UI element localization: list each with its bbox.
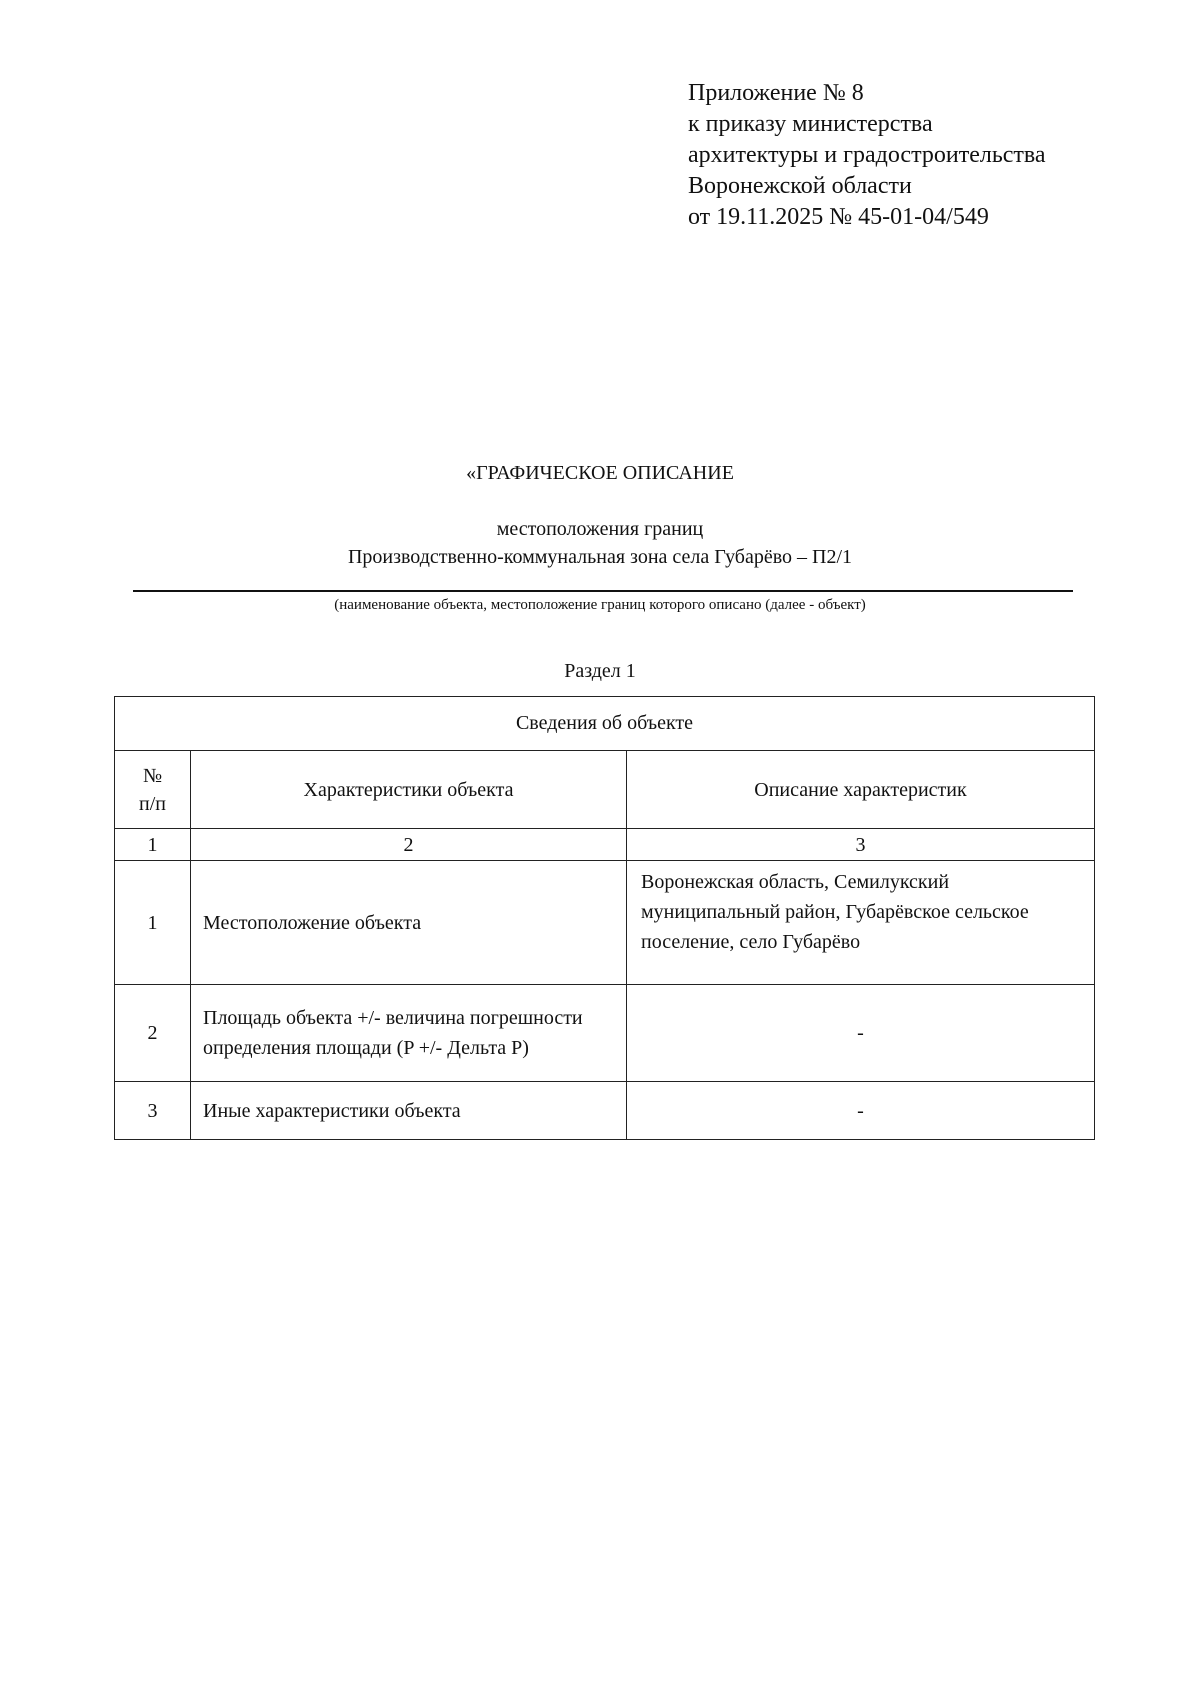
table-caption-row	[115, 697, 1095, 751]
document-title: «ГРАФИЧЕСКОЕ ОПИСАНИЕ	[466, 462, 734, 484]
column-index: 3	[627, 829, 1095, 861]
section-label: Раздел 1	[564, 660, 636, 682]
row-number: 3	[115, 1082, 191, 1140]
table-row	[115, 985, 1095, 1082]
row-number: 2	[115, 985, 191, 1082]
title-underline	[133, 590, 1073, 592]
header-num-line1: №	[142, 764, 163, 787]
title-caption: (наименование объекта, местоположение границ которого описано (далее - объект)	[334, 597, 866, 613]
column-index: 1	[115, 829, 191, 861]
row-description: -	[627, 1082, 1095, 1140]
header-num-line2: п/п	[139, 792, 166, 815]
column-index-row	[115, 829, 1095, 861]
document-subtitle-line2: Производственно-коммунальная зона села Губарёво – П2/1	[347, 546, 853, 568]
row-characteristic: Иные характеристики объекта	[191, 1082, 627, 1140]
column-index: 2	[191, 829, 627, 861]
appendix-line: архитектуры и градостроительства	[688, 142, 1046, 168]
header-num	[115, 751, 191, 829]
table-caption: Сведения об объекте	[115, 697, 1095, 751]
table-row	[115, 1082, 1095, 1140]
table-header-row	[115, 751, 1095, 829]
appendix-line: Воронежской области	[688, 173, 912, 199]
object-info-table	[114, 696, 1095, 1140]
table-row	[115, 861, 1095, 985]
row-characteristic: Площадь объекта +/- величина погрешности определения площади (P +/- Дельта P)	[191, 985, 627, 1082]
row-description: Воронежская область, Семилукский муниципальный район, Губарёвское сельское поселение, село Губарёво	[627, 861, 1095, 985]
header-characteristics: Характеристики объекта	[191, 751, 627, 829]
header-description: Описание характеристик	[627, 751, 1095, 829]
row-number: 1	[115, 861, 191, 985]
appendix-line: к приказу министерства	[688, 111, 933, 137]
appendix-line: Приложение № 8	[688, 80, 864, 106]
row-characteristic: Местоположение объекта	[191, 861, 627, 985]
document-subtitle-line1: местоположения границ	[496, 518, 704, 540]
appendix-header	[688, 78, 1168, 233]
appendix-line: от 19.11.2025 № 45-01-04/549	[688, 204, 989, 230]
row-description: -	[627, 985, 1095, 1082]
